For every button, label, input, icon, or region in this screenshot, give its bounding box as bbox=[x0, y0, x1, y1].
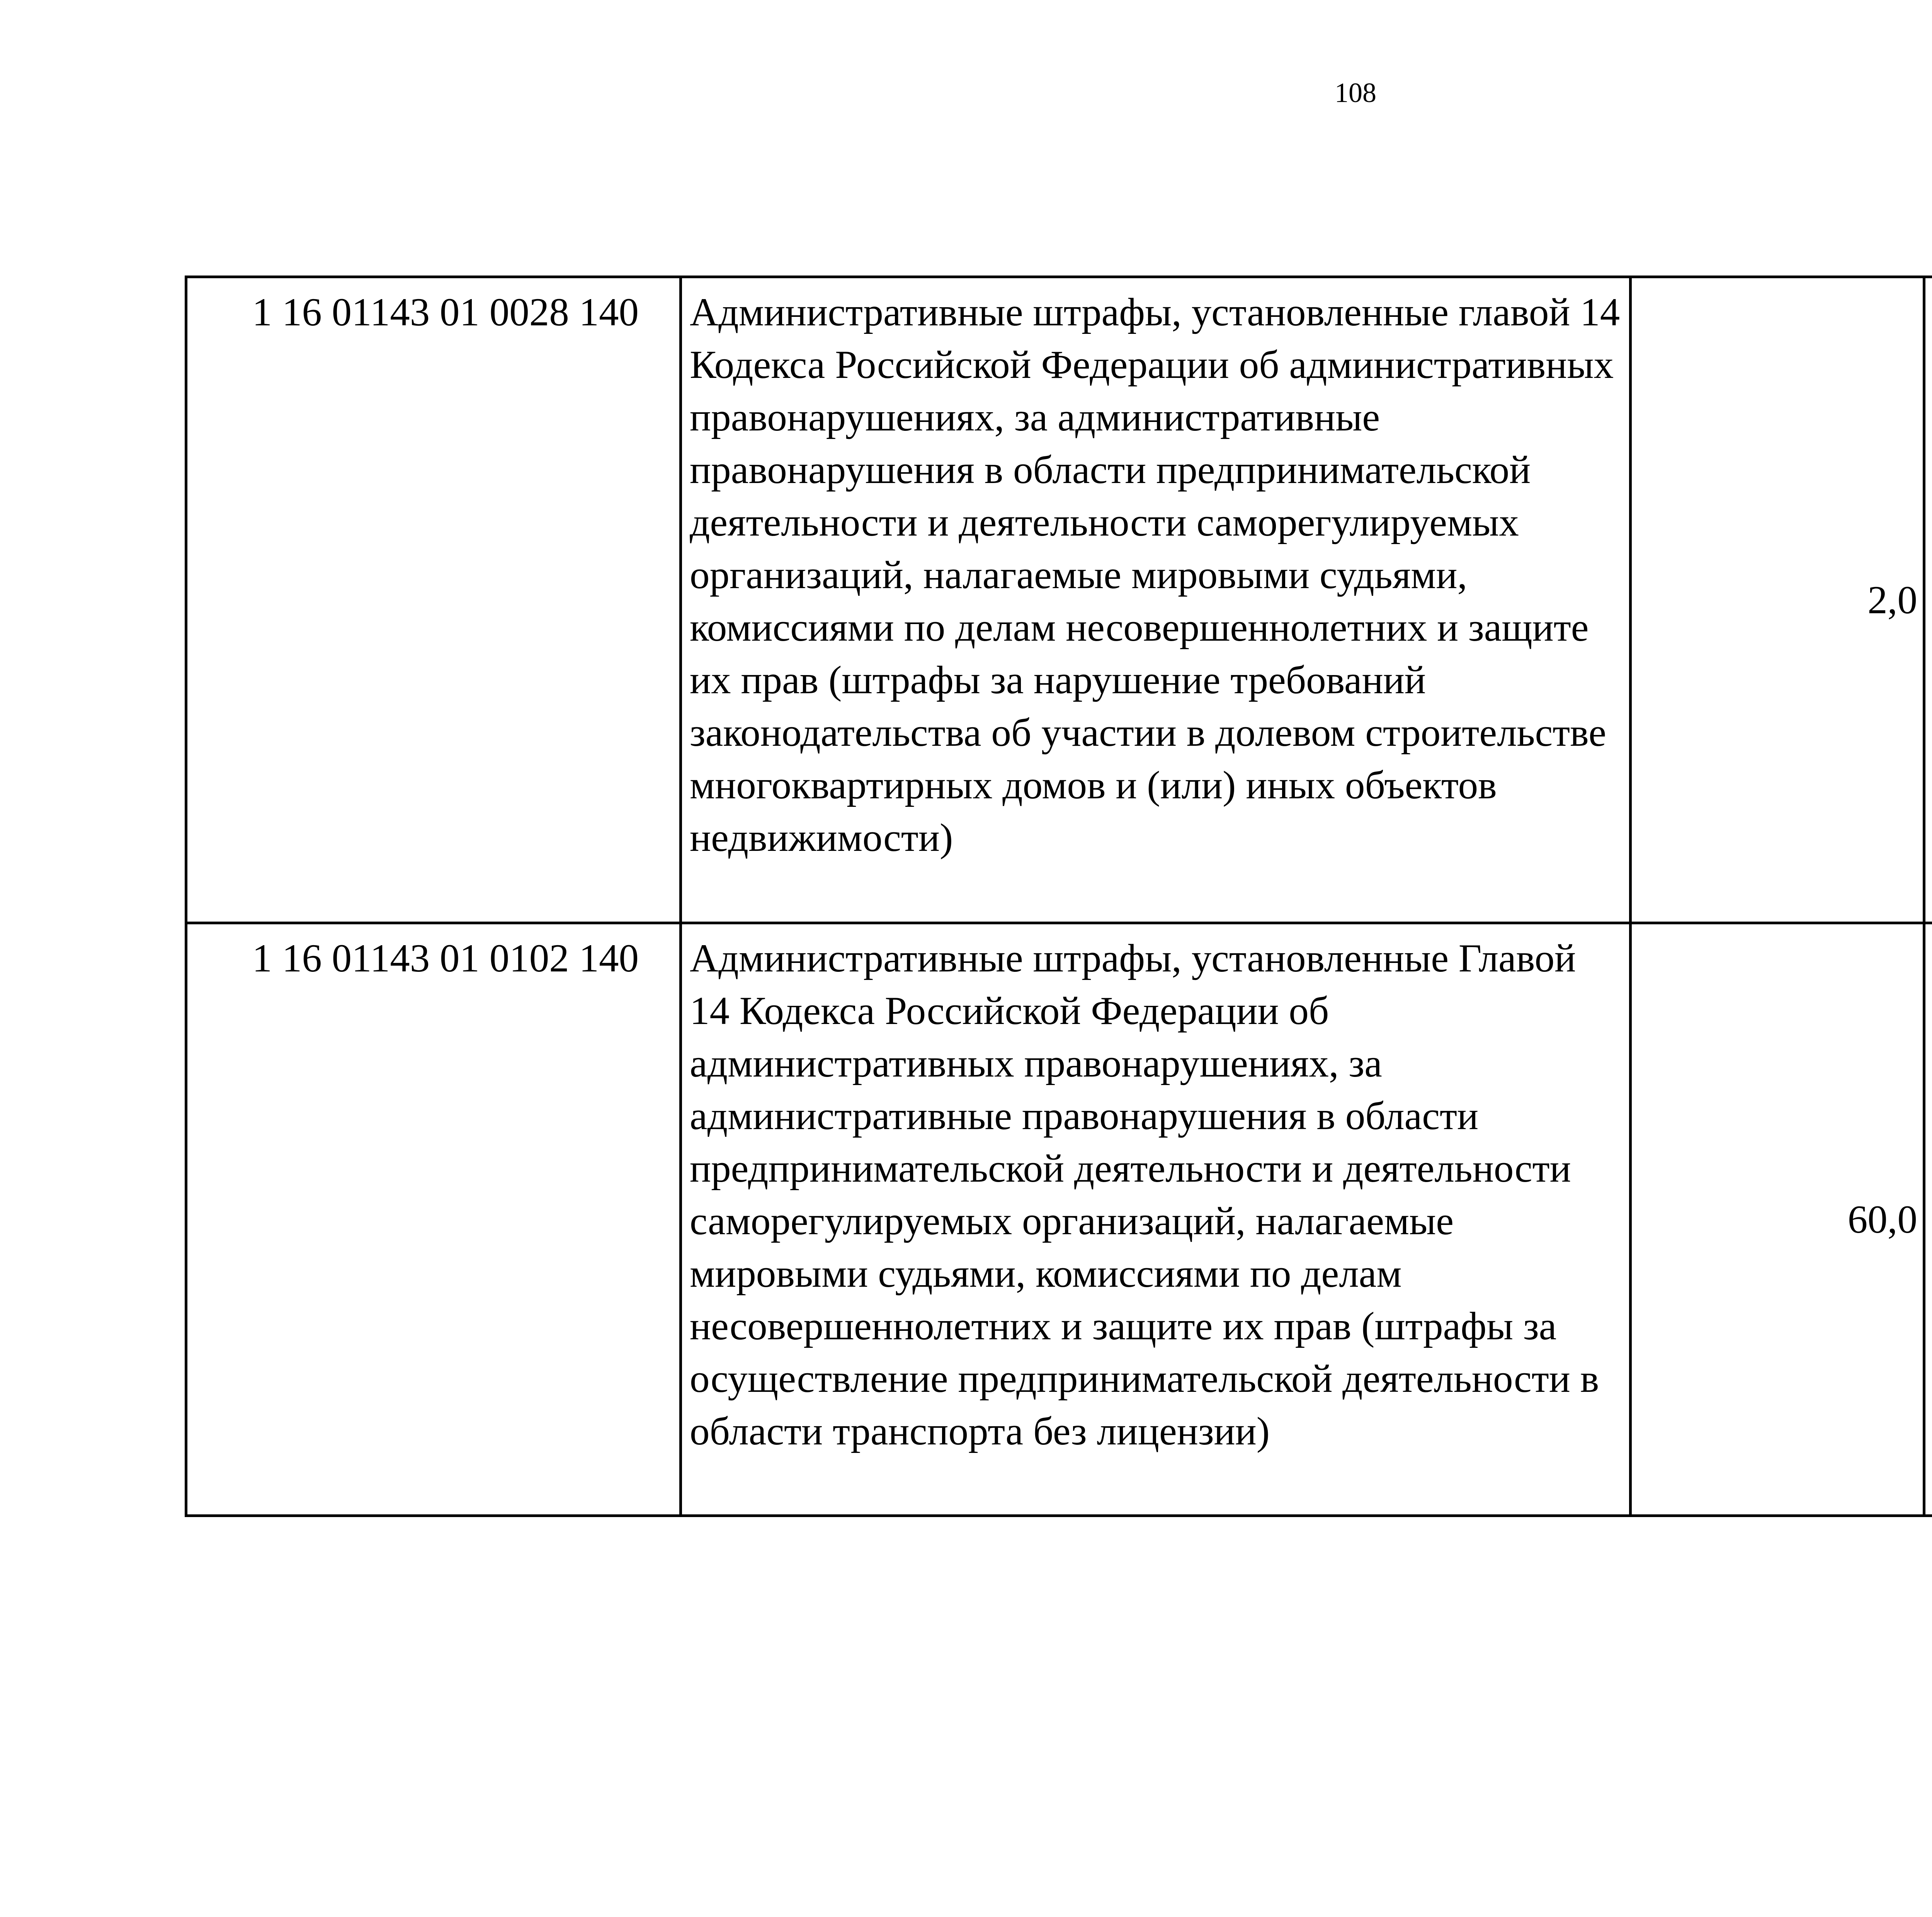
table-row bbox=[186, 277, 1932, 923]
value-cell-year-1: 2,0 bbox=[1631, 277, 1924, 923]
budget-code-cell: 1 16 01143 01 0102 140 bbox=[186, 923, 681, 1516]
value-cell-year-2 bbox=[1924, 923, 1932, 1516]
value-cell-year-1: 60,0 bbox=[1631, 923, 1924, 1516]
description-cell: Административные штрафы, установленные Главой 14 Кодекса Российской Федерации об административных правонарушениях, за административные правонарушения в области предпринимательской деятельности и деятельности саморегулируемых организаций, налагаемые мировыми судьями, комиссиями по делам несовершеннолетних и защите их прав (штрафы за осуществление предпринимательской деятельности в области транспорта без лицензии) bbox=[681, 923, 1631, 1516]
budget-code-cell: 1 16 01143 01 0028 140 bbox=[186, 277, 681, 923]
value-cell-year-2 bbox=[1924, 277, 1932, 923]
table-row bbox=[186, 923, 1932, 1516]
description-cell: Административные штрафы, установленные главой 14 Кодекса Российской Федерации об административных правонарушениях, за административные правонарушения в области предпринимательской деятельности и деятельности саморегулируемых организаций, налагаемые мировыми судьями, комиссиями по делам несовершеннолетних и защите их прав (штрафы за нарушение требований законодательства об участии в долевом строительстве многоквартирных домов и (или) иных объектов недвижимости) bbox=[681, 277, 1631, 923]
page-number: 108 bbox=[1335, 77, 1376, 108]
budget-table bbox=[185, 276, 1932, 1517]
